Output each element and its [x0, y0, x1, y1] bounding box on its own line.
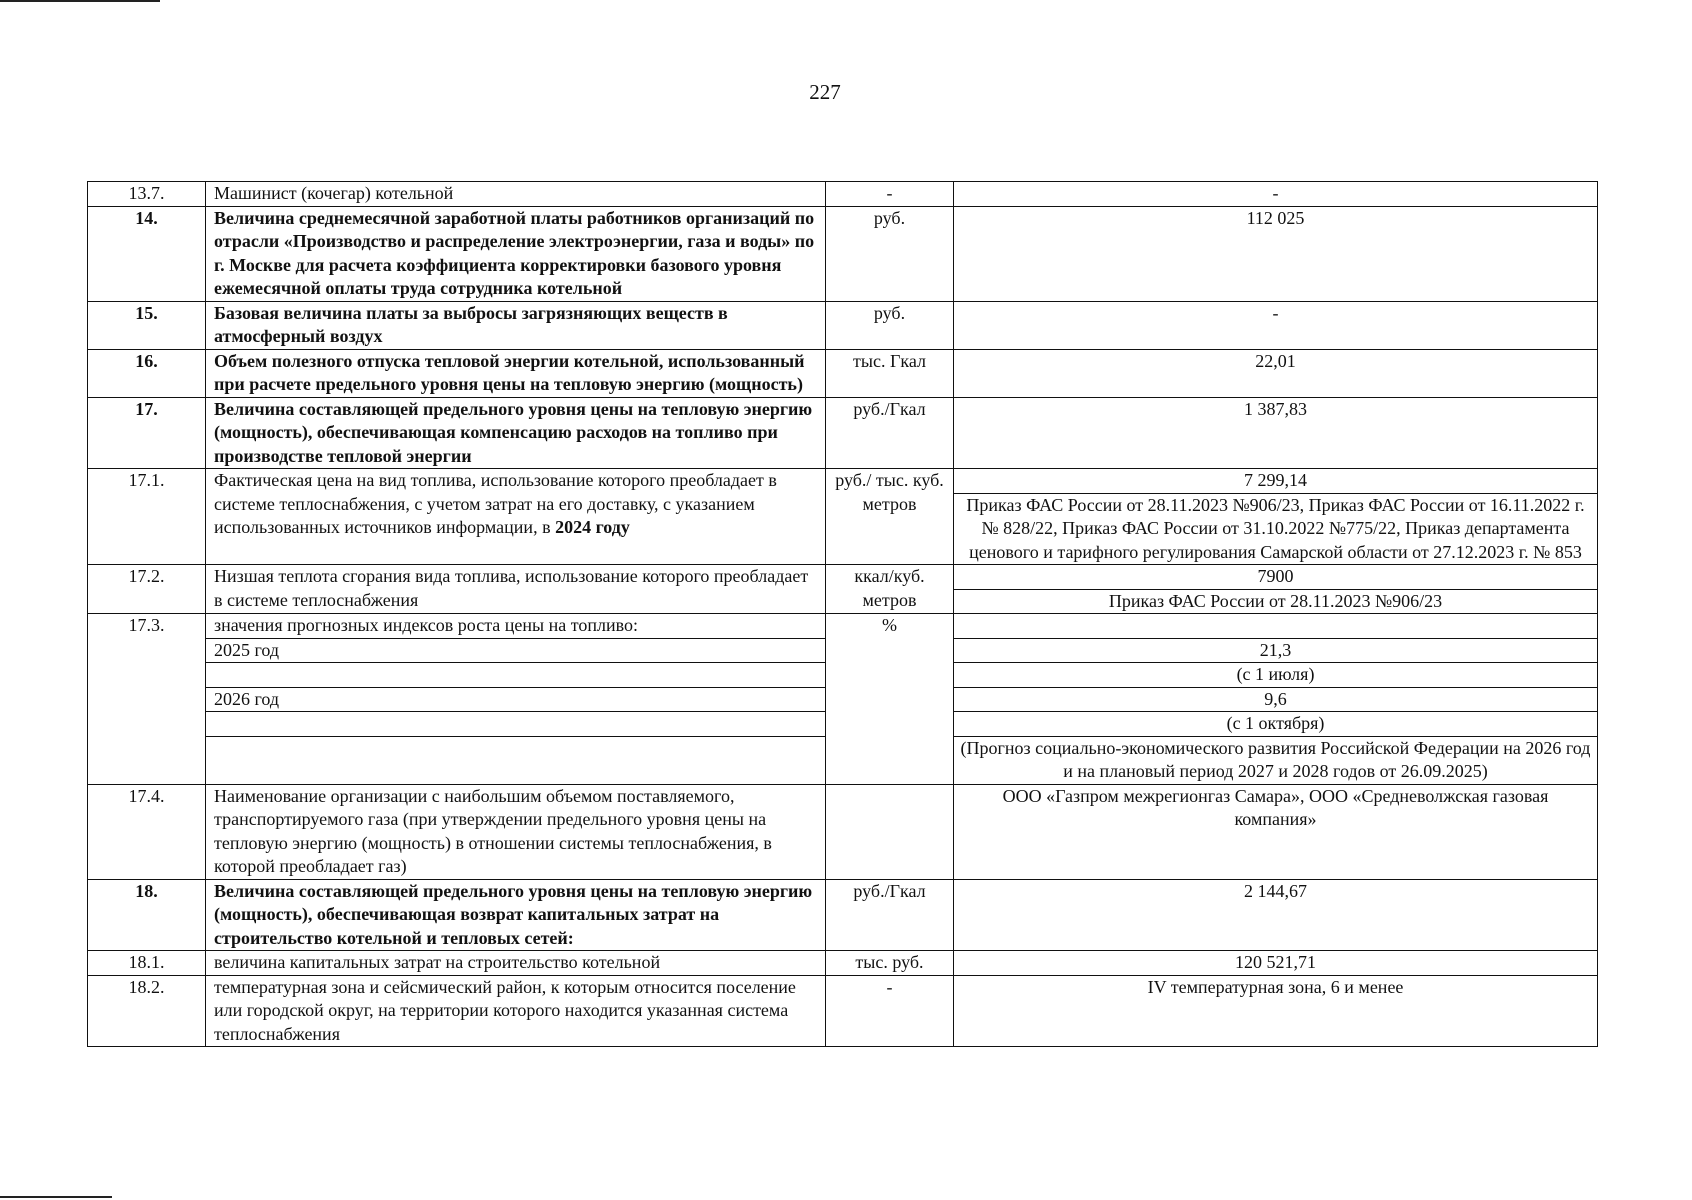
row-value: 22,01	[954, 349, 1598, 397]
row-description: Низшая теплота сгорания вида топлива, использование которого преобладает в системе теплоснабжения	[206, 565, 826, 614]
row-value: -	[954, 182, 1598, 207]
forecast-index: 21,3	[954, 638, 1598, 663]
row-number: 17.	[88, 397, 206, 469]
row-number: 16.	[88, 349, 206, 397]
table-row	[88, 951, 1598, 976]
row-description-text: Фактическая цена на вид топлива, использование которого преобладает в системе теплоснабжения, с учетом затрат на его доставку, с указанием использованных источников информации, в	[214, 470, 777, 537]
table-row	[88, 879, 1598, 951]
row-unit: руб./ тыс. куб. метров	[826, 469, 954, 565]
table-row	[88, 349, 1598, 397]
table-row	[88, 614, 1598, 639]
row-unit: руб.	[826, 206, 954, 301]
forecast-year: 2026 год	[206, 687, 826, 712]
forecast-note: (с 1 октября)	[954, 712, 1598, 737]
row-number: 17.3.	[88, 614, 206, 785]
row-description: Величина составляющей предельного уровня цены на тепловую энергию (мощность), обеспечивающая возврат капитальных затрат на строительство котельной и тепловых сетей:	[206, 879, 826, 951]
forecast-note: (с 1 июля)	[954, 663, 1598, 688]
row-value: 2 144,67	[954, 879, 1598, 951]
table-row	[88, 565, 1598, 590]
row-unit: -	[826, 975, 954, 1047]
row-value: ООО «Газпром межрегионгаз Самара», ООО «Средневолжская газовая компания»	[954, 784, 1598, 879]
row-number: 18.2.	[88, 975, 206, 1047]
row-unit: руб./Гкал	[826, 879, 954, 951]
row-description-year: 2024 году	[555, 517, 630, 537]
row-unit: руб./Гкал	[826, 397, 954, 469]
row-number: 13.7.	[88, 182, 206, 207]
row-description: значения прогнозных индексов роста цены на топливо:	[206, 614, 826, 639]
row-unit	[826, 784, 954, 879]
row-unit: тыс. Гкал	[826, 349, 954, 397]
table-row	[88, 975, 1598, 1047]
row-unit: руб.	[826, 301, 954, 349]
scan-artifact-top	[0, 0, 160, 2]
row-value: 112 025	[954, 206, 1598, 301]
row-source: (Прогноз социально-экономического развития Российской Федерации на 2026 год и на плановый период 2027 и 2028 годов от 26.09.2025)	[954, 736, 1598, 784]
row-description: Объем полезного отпуска тепловой энергии котельной, использованный при расчете предельного уровня цены на тепловую энергию (мощность)	[206, 349, 826, 397]
page-number: 227	[809, 80, 841, 104]
row-description: Наименование организации с наибольшим объемом поставляемого, транспортируемого газа (при утверждении предельного уровня цены на тепловую энергию (мощность) в отношении системы теплоснабжения, в которой преобладает газ)	[206, 784, 826, 879]
row-number: 15.	[88, 301, 206, 349]
table-row	[88, 182, 1598, 207]
table-row	[88, 397, 1598, 469]
row-value: IV температурная зона, 6 и менее	[954, 975, 1598, 1047]
row-description: Машинист (кочегар) котельной	[206, 182, 826, 207]
forecast-year-empty	[206, 663, 826, 688]
row-number: 17.2.	[88, 565, 206, 614]
row-description: Величина среднемесячной заработной платы работников организаций по отрасли «Производство и распределение электроэнергии, газа и воды» по г. Москве для расчета коэффициента корректировки базового уровня ежемесячной оплаты труда сотрудника котельной	[206, 206, 826, 301]
row-description: Базовая величина платы за выбросы загрязняющих веществ в атмосферный воздух	[206, 301, 826, 349]
forecast-year-empty	[206, 712, 826, 737]
row-value: 7 299,14	[954, 469, 1598, 494]
scan-artifact-bottom	[0, 1196, 112, 1198]
row-unit: %	[826, 614, 954, 785]
row-value: 1 387,83	[954, 397, 1598, 469]
table-row	[88, 301, 1598, 349]
tariff-parameters-table	[87, 181, 1598, 1047]
row-unit: ккал/куб. метров	[826, 565, 954, 614]
row-description: Величина составляющей предельного уровня цены на тепловую энергию (мощность), обеспечивающая компенсацию расходов на топливо при производстве тепловой энергии	[206, 397, 826, 469]
row-value: -	[954, 301, 1598, 349]
table-row	[88, 784, 1598, 879]
row-source: Приказ ФАС России от 28.11.2023 №906/23, Приказ ФАС России от 16.11.2022 г. № 828/22, Приказ ФАС России от 31.10.2022 №775/22, Приказ департамента ценового и тарифного регулирования Самарской области от 27.12.2023 г. № 853	[954, 493, 1598, 565]
forecast-index: 9,6	[954, 687, 1598, 712]
row-number: 18.1.	[88, 951, 206, 976]
row-unit: тыс. руб.	[826, 951, 954, 976]
forecast-year: 2025 год	[206, 638, 826, 663]
table-row	[88, 206, 1598, 301]
row-number: 17.4.	[88, 784, 206, 879]
row-source: Приказ ФАС России от 28.11.2023 №906/23	[954, 589, 1598, 614]
row-number: 14.	[88, 206, 206, 301]
table-row	[88, 469, 1598, 494]
row-unit: -	[826, 182, 954, 207]
row-number: 18.	[88, 879, 206, 951]
row-number: 17.1.	[88, 469, 206, 565]
row-value: 7900	[954, 565, 1598, 590]
row-value: 120 521,71	[954, 951, 1598, 976]
row-description: величина капитальных затрат на строительство котельной	[206, 951, 826, 976]
forecast-year-empty	[206, 736, 826, 784]
row-value	[954, 614, 1598, 639]
row-description: температурная зона и сейсмический район, к которым относится поселение или городской округ, на территории которого находится указанная система теплоснабжения	[206, 975, 826, 1047]
row-description	[206, 469, 826, 565]
